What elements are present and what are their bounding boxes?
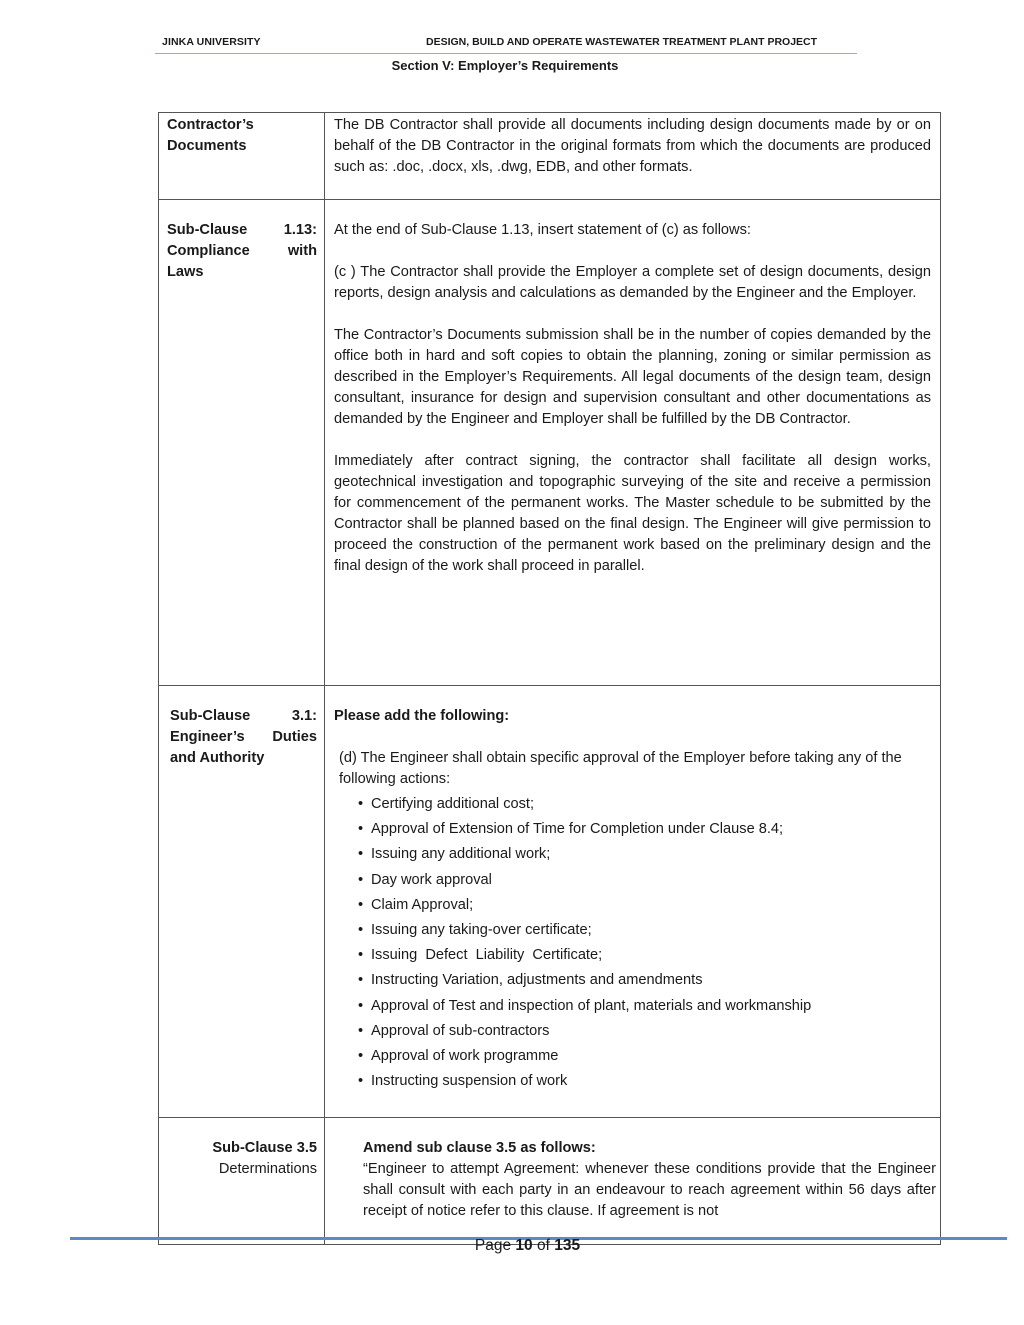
requirement-paragraph: Immediately after contract signing, the contractor shall facilitate all design works, geotechnical investigation and topographic surveying of the site and receive a permission for commencement of the permanent works. The Master schedule to be submitted by the Contractor shall be planned based on the final design. The Engineer will give permission to proceed the construction of the permanent work based on the preliminary design and the final design of the work shall proceed in parallel. [334,453,931,574]
list-item: • Certifying additional cost; [358,792,936,817]
list-item: • Issuing any additional work; [358,842,936,867]
table-row [159,200,941,686]
requirement-paragraph: The DB Contractor shall provide all documents including design documents made by or on behalf of the DB Contractor in the original formats from which the documents are produced such as: .doc, .docx, xls, .dwg, EDB, and other formats. [334,117,931,175]
bullet-icon: • [358,896,364,913]
list-item: • Issuing Defect Liability Certificate; [358,943,936,968]
bullet-icon: • [358,997,364,1014]
clause-label-line: Engineer’s Duties [170,729,317,745]
table-row [159,113,941,200]
requirement-intro: (d) The Engineer shall obtain specific approval of the Employer before taking any of the following actions: [339,750,902,787]
bullet-icon: • [358,796,364,812]
bullet-icon: • [358,921,364,938]
clause-label-line: Compliance with [167,243,317,259]
requirement-heading: Please add the following: [334,708,510,724]
bullet-icon: • [358,947,364,964]
list-item: • Day work approval [358,868,936,893]
requirements-table [158,112,941,1245]
requirement-cell [325,686,941,1118]
clause-label-line: Documents [167,138,247,154]
bullet-icon: • [358,1073,364,1090]
bullet-icon: • [358,821,364,838]
requirement-cell [325,200,941,686]
clause-cell [159,113,325,200]
header-project-title: DESIGN, BUILD AND OPERATE WASTEWATER TREATMENT PLANT PROJECT [426,36,818,48]
list-item: • Approval of sub-contractors [358,1019,936,1044]
list-item: • Issuing any taking-over certificate; [358,918,936,943]
bullet-icon: • [358,972,364,989]
requirement-cell [325,1118,941,1245]
bullet-icon: • [358,871,364,888]
section-title: Section V: Employer’s Requirements [391,58,619,73]
requirement-heading: Amend sub clause 3.5 as follows: [363,1140,596,1156]
bullet-icon: • [358,1047,364,1064]
clause-cell [159,1118,325,1245]
table-row [159,1118,941,1245]
table-row [159,686,941,1118]
list-item: • Claim Approval; [358,893,936,918]
list-item: • Approval of Extension of Time for Completion under Clause 8.4; [358,817,936,842]
list-item: • Approval of work programme [358,1044,936,1069]
list-item: • Instructing Variation, adjustments and amendments [358,968,936,993]
clause-label-line: Laws [167,264,204,280]
clause-cell [159,200,325,686]
clause-label-line: Sub-Clause 1.13: [167,222,317,238]
clause-label-line: Sub-Clause 3.1: [170,708,317,724]
list-item: • Approval of Test and inspection of plant, materials and workmanship [358,994,936,1019]
header-divider [155,53,857,54]
requirement-paragraph: At the end of Sub-Clause 1.13, insert statement of (c) as follows: [334,222,751,238]
requirement-cell [325,113,941,200]
bullet-icon: • [358,1022,364,1039]
clause-label-line: Determinations [218,1161,317,1177]
requirement-paragraph: The Contractor’s Documents submission shall be in the number of copies demanded by the office both in hard and soft copies to obtain the planning, zoning or similar permission as described in the Employer’s Requirements. All legal documents of the design team, design consultant, insurance for design and supervision consultant and other documentations as demanded by the Engineer and Employer shall be fulfilled by the DB Contractor. [334,327,931,427]
requirement-paragraph: (c ) The Contractor shall provide the Employer a complete set of design documents, design reports, design analysis and calculations as demanded by the Engineer and the Employer. [334,264,931,301]
requirement-paragraph: “Engineer to attempt Agreement: whenever these conditions provide that the Engineer shall consult with each party in an endeavour to reach agreement within 56 days after receipt of notice refer to this clause. If agreement is not [363,1161,936,1219]
clause-label-line: Sub-Clause 3.5 [212,1140,317,1156]
approval-actions-list [334,792,936,1094]
header-institution: JINKA UNIVERSITY [162,36,261,48]
clause-cell [159,686,325,1118]
clause-label-line: Contractor’s [167,117,254,133]
list-item: • Instructing suspension of work [358,1069,936,1094]
clause-label-line: and Authority [170,750,265,766]
bullet-icon: • [358,846,364,863]
page-number: Page 10 of 135 [474,1237,581,1254]
